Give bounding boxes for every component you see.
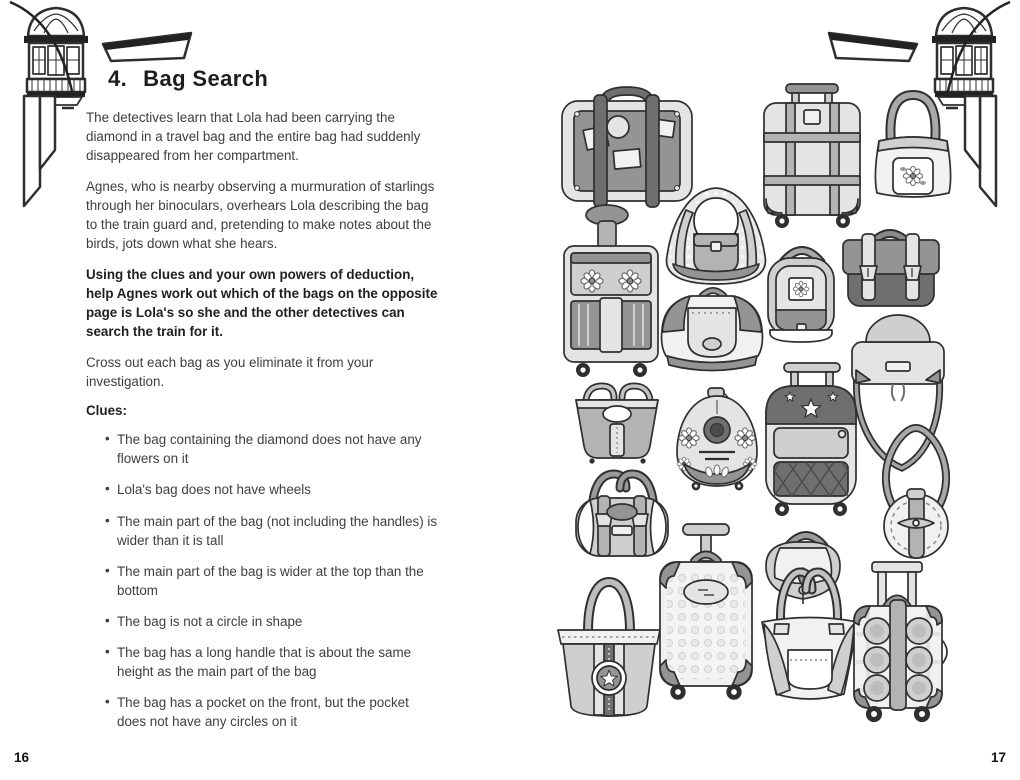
bag-flower-pocket-handbag bbox=[875, 95, 950, 197]
bag-bucket-tote bbox=[558, 582, 660, 716]
bag-hobo bbox=[667, 188, 766, 284]
train-carriage-icon bbox=[24, 8, 88, 108]
clue-item-4: • The main part of the bag is wider at the top than the bottom bbox=[86, 562, 438, 600]
left-page-text bbox=[86, 66, 438, 743]
bag-trolley-suitcase bbox=[764, 84, 860, 228]
bag-duffel bbox=[576, 474, 668, 556]
clues-heading: Clues: bbox=[86, 403, 127, 419]
bag-circle bbox=[884, 428, 948, 558]
intro-paragraph-2: Agnes, who is nearby observing a murmuration of starlings through her binoculars, overhears Lola describing the bag to the train guard and, pretending to make notes about the birds, jots down what she hears. bbox=[86, 179, 435, 252]
clues-list bbox=[86, 430, 438, 730]
clue-item-3: • The main part of the bag (not including the handles) is wider than it is tall bbox=[86, 512, 438, 550]
bag-flower-backpack bbox=[768, 251, 834, 343]
bag-frame-handbag bbox=[576, 386, 658, 464]
clue-item-2: • Lola's bag does not have wheels bbox=[86, 480, 438, 499]
bag-star-rolling-backpack bbox=[766, 363, 856, 516]
bags-illustration bbox=[558, 84, 951, 722]
bag-patterned-trolley-case bbox=[660, 524, 752, 700]
intro-paragraph-1: The detectives learn that Lola had been carrying the diamond in a travel bag and the entire bag had suddenly disappeared from her compartment. bbox=[86, 110, 421, 164]
bag-satchel bbox=[843, 234, 939, 307]
page-number-right: 17 bbox=[990, 750, 1006, 765]
bag-carpet bbox=[662, 291, 763, 371]
clue-item-5: • The bag is not a circle in shape bbox=[86, 612, 438, 631]
clue-item-6: • The bag has a long handle that is about the same height as the main part of the bag bbox=[86, 643, 438, 681]
page-title bbox=[108, 66, 438, 92]
task-paragraph: Using the clues and your own powers of deduction, help Agnes work out which of the bags on the opposite page is Lola's so she and the other detectives can search the train for it. bbox=[86, 267, 438, 340]
cross-out-paragraph: Cross out each bag as you eliminate it from your investigation. bbox=[86, 355, 374, 390]
bag-vintage-suitcase bbox=[562, 87, 692, 207]
clue-item-7: • The bag has a pocket on the front, but the pocket does not have any circles on it bbox=[86, 693, 438, 731]
chapter-number: 4. bbox=[108, 66, 128, 91]
chapter-title: Bag Search bbox=[143, 66, 269, 91]
bag-circle-trolley-case bbox=[854, 562, 947, 722]
clue-item-1: • The bag containing the diamond does not have any flowers on it bbox=[86, 430, 438, 468]
bag-egg bbox=[677, 388, 757, 490]
bag-pocket-tote bbox=[762, 572, 858, 699]
art-deco-ribbon bbox=[24, 96, 40, 206]
page-number-left: 16 bbox=[14, 750, 30, 765]
bag-flower-rolling-suitcase bbox=[564, 205, 658, 377]
